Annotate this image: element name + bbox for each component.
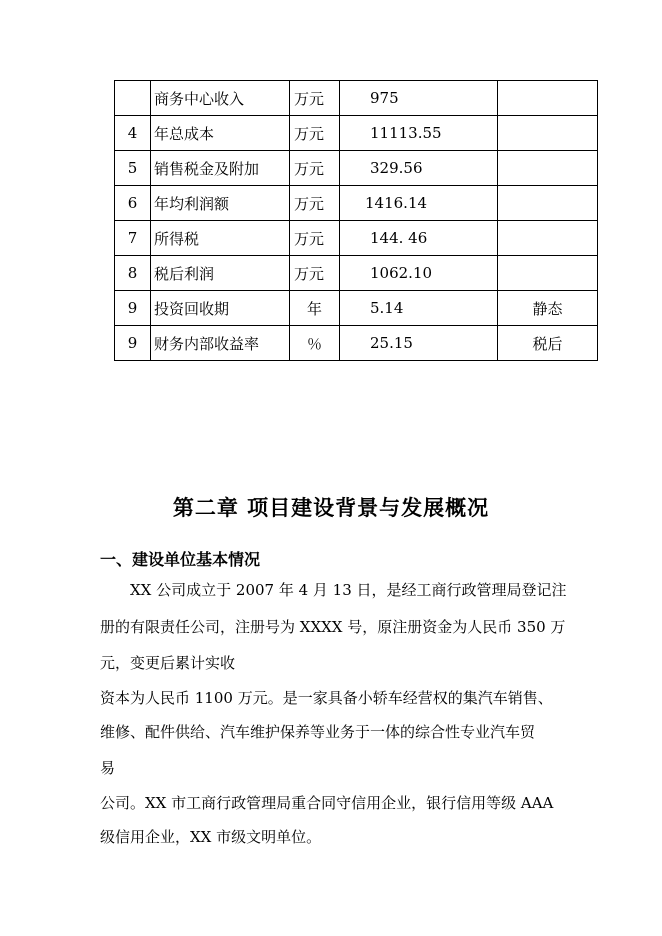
table-row: [115, 186, 598, 221]
section-title: 一、建设单位基本情况: [100, 550, 261, 569]
table-row: [115, 221, 598, 256]
row-item: 商务中心收入: [151, 81, 290, 116]
row-number: 9: [115, 291, 151, 326]
paragraph-line: 册的有限责任公司，注册号为 XXXX 号，原注册资金为人民币 350 万: [100, 618, 566, 636]
row-value: 329.56: [340, 151, 498, 186]
row-value: 11113.55: [340, 116, 498, 151]
row-number: 9: [115, 326, 151, 361]
table-row: [115, 151, 598, 186]
row-note: [498, 81, 598, 116]
row-item: 年均利润额: [151, 186, 290, 221]
row-number: 6: [115, 186, 151, 221]
row-item: 税后利润: [151, 256, 290, 291]
row-note: [498, 186, 598, 221]
table-row: [115, 291, 598, 326]
row-note: [498, 221, 598, 256]
table-row: [115, 326, 598, 361]
row-note: [498, 116, 598, 151]
row-unit: 万元: [290, 81, 340, 116]
row-number: 4: [115, 116, 151, 151]
row-value: 25.15: [340, 326, 498, 361]
row-unit: 万元: [290, 221, 340, 256]
row-note: 税后: [498, 326, 598, 361]
paragraph-line: 元，变更后累计实收: [100, 654, 236, 672]
row-item: 财务内部收益率: [151, 326, 290, 361]
row-number: 8: [115, 256, 151, 291]
row-unit: 万元: [290, 186, 340, 221]
paragraph-line: 易: [100, 759, 116, 777]
chapter-title: 第二章 项目建设背景与发展概况: [172, 495, 490, 520]
row-item: 投资回收期: [151, 291, 290, 326]
row-value: 5.14: [340, 291, 498, 326]
row-number: 7: [115, 221, 151, 256]
table-row: [115, 256, 598, 291]
row-note: [498, 256, 598, 291]
row-number: 5: [115, 151, 151, 186]
financial-indicators-table: [114, 80, 598, 361]
paragraph-line: 资本为人民币 1100 万元。是一家具备小轿车经营权的集汽车销售、: [100, 689, 553, 707]
row-value: 975: [340, 81, 498, 116]
row-number: [115, 81, 151, 116]
paragraph-line: 级信用企业，XX 市级文明单位。: [100, 828, 322, 846]
table-row: [115, 81, 598, 116]
row-value: 1062.10: [340, 256, 498, 291]
row-unit: ％: [290, 326, 340, 361]
row-unit: 万元: [290, 116, 340, 151]
row-item: 所得税: [151, 221, 290, 256]
table-row: [115, 116, 598, 151]
row-unit: 万元: [290, 151, 340, 186]
row-value: 144. 46: [340, 221, 498, 256]
row-note: [498, 151, 598, 186]
row-unit: 年: [290, 291, 340, 326]
row-value: 1416.14: [340, 186, 498, 221]
paragraph-line: 公司。XX 市工商行政管理局重合同守信用企业，银行信用等级 AAA: [100, 794, 554, 812]
row-item: 销售税金及附加: [151, 151, 290, 186]
paragraph-line: 维修、配件供给、汽车维护保养等业务于一体的综合性专业汽车贸: [100, 723, 536, 741]
row-item: 年总成本: [151, 116, 290, 151]
row-note: 静态: [498, 291, 598, 326]
paragraph-line: XX 公司成立于 2007 年 4 月 13 日，是经工商行政管理局登记注: [130, 581, 567, 599]
row-unit: 万元: [290, 256, 340, 291]
